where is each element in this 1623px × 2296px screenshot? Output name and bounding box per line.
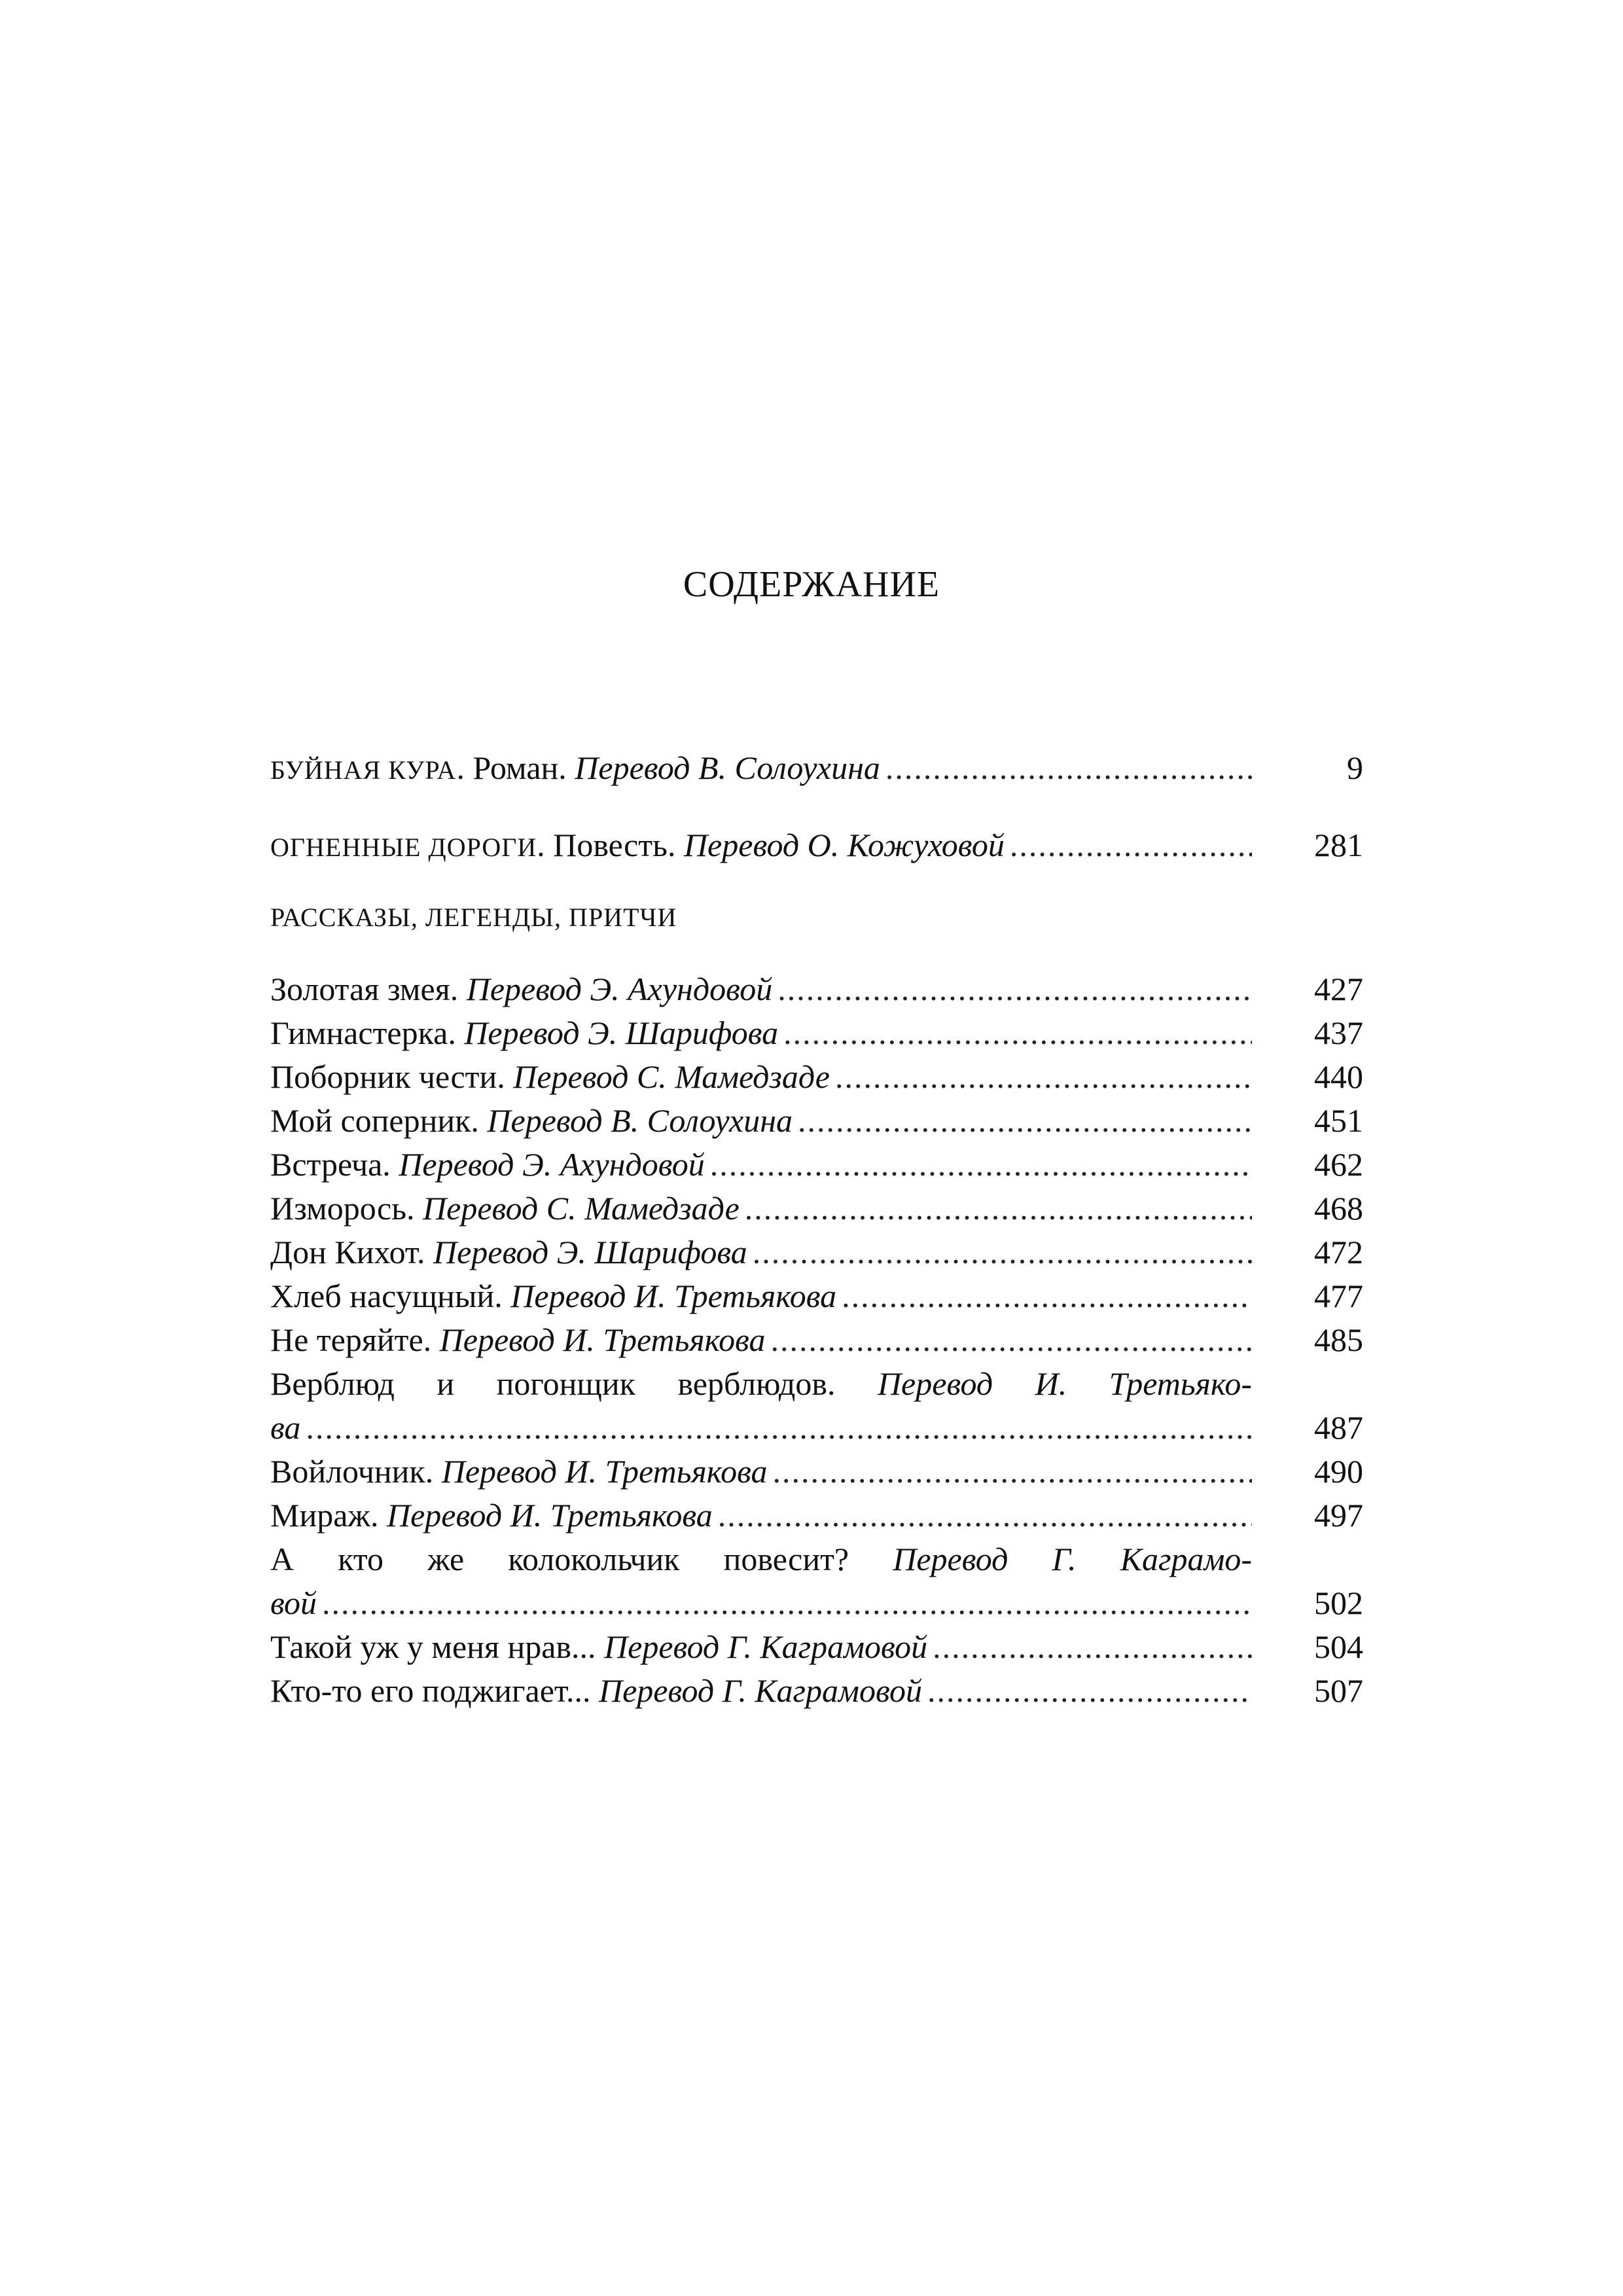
dot-leader — [770, 1318, 1252, 1362]
entry-translator: Перевод Э. Ахундовой — [466, 971, 773, 1007]
entry-translator: Перевод Г. Каграмо- — [893, 1541, 1253, 1577]
entry-translator: Перевод Э. Ахундовой — [399, 1146, 705, 1183]
dot-leader — [753, 1230, 1252, 1274]
toc-entry[interactable] — [270, 1625, 1363, 1669]
work-title: БУЙНАЯ КУРА — [270, 755, 457, 785]
entry-title: Мираж. — [270, 1497, 379, 1534]
entry-translator-continued: ва — [270, 1409, 301, 1446]
toc-entry[interactable] — [270, 967, 1363, 1011]
dot-leader — [306, 1406, 1252, 1450]
entry-translator: Перевод Г. Каграмовой — [598, 1672, 923, 1709]
page-number: 487 — [1314, 1409, 1363, 1446]
entry-title: Войлочник. — [270, 1453, 434, 1490]
dot-leader — [710, 1143, 1252, 1187]
page-number: 440 — [1314, 1058, 1363, 1095]
page-number: 437 — [1314, 1014, 1363, 1051]
work-genre: Повесть. — [553, 827, 676, 863]
entry-title: Хлеб насущный. — [270, 1278, 503, 1314]
entry-first-line — [270, 1362, 1252, 1406]
toc-entry[interactable] — [270, 1187, 1363, 1230]
toc-entry[interactable] — [270, 1099, 1363, 1143]
dot-leader — [842, 1274, 1252, 1318]
page-number: 472 — [1314, 1234, 1363, 1270]
page-number: 507 — [1314, 1672, 1363, 1709]
page-number: 504 — [1314, 1628, 1363, 1665]
entry-title: Верблюд и погонщик верблюдов. — [270, 1365, 836, 1402]
entry-translator: Перевод И. Третьякова — [510, 1278, 837, 1314]
toc-entry-novella[interactable] — [270, 823, 1363, 867]
entry-title: Дон Кихот. — [270, 1234, 425, 1270]
dot-leader — [777, 967, 1252, 1011]
entry-title: А кто же колокольчик повесит? — [270, 1541, 849, 1577]
entry-first-line — [270, 1537, 1252, 1581]
dot-leader — [773, 1450, 1252, 1494]
work-translator: Перевод В. Солоухина — [575, 749, 880, 786]
title-separator: . — [537, 827, 554, 863]
entry-translator: Перевод И. Третьякова — [439, 1321, 766, 1358]
entry-title: Изморось. — [270, 1190, 415, 1227]
page-number: 468 — [1314, 1190, 1363, 1227]
toc-entry[interactable] — [270, 1230, 1363, 1274]
dot-leader — [745, 1187, 1252, 1230]
entry-title: Поборник чести. — [270, 1058, 505, 1095]
entry-translator: Перевод В. Солоухина — [487, 1102, 793, 1139]
page-number: 427 — [1314, 971, 1363, 1007]
page-number: 281 — [1314, 827, 1363, 863]
toc-entry-wrapped[interactable] — [270, 1537, 1363, 1625]
entry-translator: Перевод Г. Каграмовой — [604, 1628, 928, 1665]
toc-entry[interactable] — [270, 1318, 1363, 1362]
entry-title: Кто-то его поджигает... — [270, 1672, 591, 1709]
entry-title: Мой соперник. — [270, 1102, 479, 1139]
toc-entry[interactable] — [270, 1669, 1363, 1713]
page-number: 485 — [1314, 1321, 1363, 1358]
dot-leader — [798, 1099, 1252, 1143]
dot-leader — [783, 1011, 1252, 1055]
page-number: 477 — [1314, 1278, 1363, 1314]
page-number: 497 — [1314, 1497, 1363, 1534]
section-heading: РАССКАЗЫ, ЛЕГЕНДЫ, ПРИТЧИ — [270, 903, 677, 932]
page-number: 490 — [1314, 1453, 1363, 1490]
toc-entry[interactable] — [270, 1450, 1363, 1494]
entry-translator: Перевод И. Третьякова — [441, 1453, 768, 1490]
page-number: 462 — [1314, 1146, 1363, 1183]
dot-leader — [835, 1055, 1252, 1099]
entry-title: Золотая змея. — [270, 971, 459, 1007]
entry-translator: Перевод И. Третьяко- — [877, 1365, 1253, 1402]
entry-title: Встреча. — [270, 1146, 391, 1183]
toc-entry-novel[interactable] — [270, 746, 1363, 790]
dot-leader — [933, 1625, 1252, 1669]
entry-translator: Перевод И. Третьякова — [386, 1497, 713, 1534]
toc-entry[interactable] — [270, 1011, 1363, 1055]
toc-entry[interactable] — [270, 1274, 1363, 1318]
toc-entry[interactable] — [270, 1055, 1363, 1099]
dot-leader — [718, 1494, 1252, 1537]
page-number: 451 — [1314, 1102, 1363, 1139]
work-title: ОГНЕННЫЕ ДОРОГИ — [270, 833, 537, 862]
toc-entry-wrapped[interactable] — [270, 1362, 1363, 1450]
entry-translator: Перевод Э. Шарифова — [433, 1234, 747, 1270]
entry-title: Такой уж у меня нрав... — [270, 1628, 596, 1665]
entry-translator: Перевод Э. Шарифова — [464, 1014, 779, 1051]
entry-translator-continued: вой — [270, 1585, 317, 1621]
title-separator: . — [456, 749, 473, 786]
dot-leader — [1010, 823, 1252, 867]
entry-title: Гимнастерка. — [270, 1014, 456, 1051]
entry-translator: Перевод С. Мамедзаде — [423, 1190, 740, 1227]
work-genre: Роман. — [473, 749, 567, 786]
toc-entry[interactable] — [270, 1494, 1363, 1537]
table-of-contents — [270, 0, 1363, 2296]
page-title: СОДЕРЖАНИЕ — [683, 564, 940, 605]
dot-leader — [927, 1669, 1252, 1713]
work-translator: Перевод О. Кожуховой — [683, 827, 1005, 863]
dot-leader — [885, 746, 1252, 790]
entry-title: Не теряйте. — [270, 1321, 432, 1358]
page-number: 9 — [1347, 749, 1363, 786]
dot-leader — [322, 1581, 1252, 1625]
toc-entry[interactable] — [270, 1143, 1363, 1187]
entry-translator: Перевод С. Мамедзаде — [513, 1058, 830, 1095]
page-number: 502 — [1314, 1585, 1363, 1621]
